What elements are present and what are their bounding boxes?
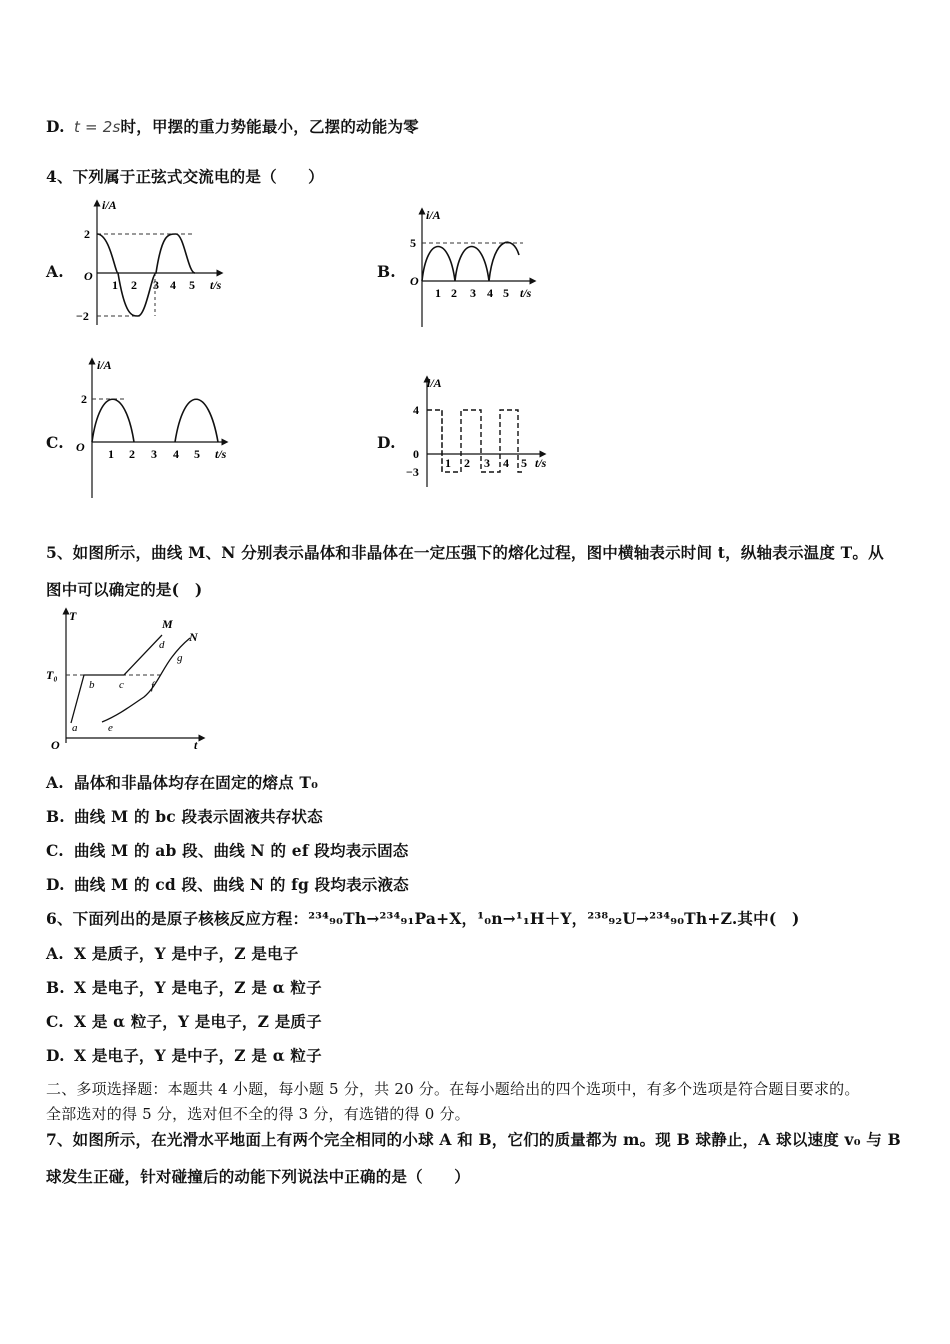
point-b: b <box>89 679 95 691</box>
section2-line2: 全部选对的得 5 分，选对但不全的得 3 分，有选错的得 0 分。 <box>46 1105 470 1123</box>
q7-stem-line2: 球发生正碰，针对碰撞后的动能下列说法中正确的是（ ） <box>46 1167 470 1186</box>
option-text: X 是质子，Y 是中子，Z 是电子 <box>74 944 299 963</box>
option-text: X 是 α 粒子，Y 是电子，Z 是质子 <box>74 1012 322 1031</box>
q6-option-b[interactable] <box>46 976 322 998</box>
option-text: X 是电子，Y 是中子，Z 是 α 粒子 <box>74 1046 322 1065</box>
graph-d <box>405 375 555 490</box>
x-tick-1: 1 <box>445 456 451 470</box>
option-text: 曲线 M 的 bc 段表示固液共存状态 <box>74 807 323 826</box>
sine-curve-a <box>97 234 195 316</box>
curve-m-label: M <box>162 617 173 631</box>
x-tick-1: 1 <box>435 286 441 300</box>
q5-graph <box>44 605 209 755</box>
q6-option-d[interactable] <box>46 1044 322 1066</box>
q5-option-d[interactable] <box>46 873 409 895</box>
option-label: B. <box>46 978 65 997</box>
q5-stem-line2: 图中可以确定的是( ) <box>46 580 203 599</box>
point-f: f <box>151 680 155 692</box>
q6-option-c[interactable] <box>46 1010 322 1032</box>
option-text: 曲线 M 的 ab 段、曲线 N 的 ef 段均表示固态 <box>74 841 409 860</box>
t0-label: T₀ <box>46 668 58 682</box>
x-tick-4: 4 <box>173 447 179 461</box>
x-label: t/s <box>215 447 227 461</box>
formula-t: t = 2s <box>74 118 121 136</box>
q4-stem: 4、下列属于正弦式交流电的是（ ） <box>46 167 324 186</box>
x-tick-1: 1 <box>108 447 114 461</box>
x-tick-5: 5 <box>189 278 195 292</box>
curve-m <box>71 635 162 723</box>
q7-stem-line1: 7、如图所示，在光滑水平地面上有两个完全相同的小球 A 和 B，它们的质量都为 m。现 B 球静止，A 球以速度 v₀ 与 B <box>46 1130 901 1149</box>
y-label: i/A <box>426 208 441 222</box>
q4-label-c[interactable]: C. <box>46 433 64 452</box>
option-label: D. <box>46 875 65 894</box>
origin: 0 <box>413 447 419 461</box>
x-tick-2: 2 <box>464 456 470 470</box>
origin: O <box>410 274 419 288</box>
y-label: i/A <box>102 198 117 212</box>
x-tick-2: 2 <box>131 278 137 292</box>
q4-label-b[interactable]: B. <box>377 262 396 281</box>
q3-option-d[interactable] <box>46 115 419 137</box>
graph-a <box>70 195 240 330</box>
x-tick-5: 5 <box>194 447 200 461</box>
option-label: D. <box>46 1046 65 1065</box>
y-tick-5: 5 <box>410 236 416 250</box>
point-g: g <box>177 652 183 664</box>
q6-eq1: ²³⁴₉₀Th→²³⁴₉₁Pa+X， <box>308 909 478 928</box>
q6-eq2: ¹₀n→¹₁H＋Y， <box>477 909 588 928</box>
option-text: 时，甲摆的重力势能最小，乙摆的动能为零 <box>120 117 419 136</box>
x-tick-4: 4 <box>487 286 493 300</box>
point-e: e <box>108 722 113 734</box>
x-tick-4: 4 <box>503 456 509 470</box>
origin: O <box>76 440 85 454</box>
x-tick-2: 2 <box>451 286 457 300</box>
q6-option-a[interactable] <box>46 942 299 964</box>
y-label: i/A <box>427 376 442 390</box>
section2-line1: 二、多项选择题：本题共 4 小题，每小题 5 分，共 20 分。在每小题给出的四个选项中，有多个选项是符合题目要求的。 <box>46 1080 860 1098</box>
x-label: t/s <box>535 456 547 470</box>
half-sine-1 <box>92 399 134 442</box>
q6-eq3: ²³⁸₉₂U→²³⁴₉₀Th+Z. <box>587 909 738 928</box>
q6-stem-prefix: 6、下面列出的是原子核核反应方程： <box>46 909 309 928</box>
option-text: X 是电子，Y 是电子，Z 是 α 粒子 <box>74 978 322 997</box>
option-text: 晶体和非晶体均存在固定的熔点 T₀ <box>74 773 319 792</box>
option-text: 曲线 M 的 cd 段、曲线 N 的 fg 段均表示液态 <box>74 875 409 894</box>
x-label: t <box>194 738 198 752</box>
y-tick-neg2: −2 <box>76 309 89 323</box>
x-tick-4: 4 <box>170 278 176 292</box>
origin: O <box>51 738 60 752</box>
point-c: c <box>119 679 124 691</box>
option-label: C. <box>46 1012 64 1031</box>
q5-option-b[interactable] <box>46 805 323 827</box>
q6-stem <box>46 907 800 929</box>
x-tick-3: 3 <box>470 286 476 300</box>
x-tick-1: 1 <box>112 278 118 292</box>
option-label: A. <box>46 773 64 792</box>
q6-stem-suffix: 其中( ) <box>737 909 800 928</box>
curve-n <box>102 638 190 722</box>
option-label: C. <box>46 841 64 860</box>
option-label: A. <box>46 944 64 963</box>
x-tick-5: 5 <box>503 286 509 300</box>
option-label: B. <box>46 807 65 826</box>
x-label: t/s <box>210 278 222 292</box>
option-label: D. <box>46 117 65 136</box>
q4-label-a[interactable]: A. <box>46 262 64 281</box>
x-tick-3: 3 <box>484 456 490 470</box>
point-a: a <box>72 722 78 734</box>
y-tick-4: 4 <box>413 403 419 417</box>
origin: O <box>84 269 93 283</box>
point-d: d <box>159 639 165 651</box>
x-tick-3: 3 <box>153 278 159 292</box>
x-label: t/s <box>520 286 532 300</box>
curve-n-label: N <box>189 630 198 644</box>
y-tick-neg3: −3 <box>406 465 419 479</box>
y-tick-2: 2 <box>84 227 90 241</box>
x-tick-3: 3 <box>151 447 157 461</box>
q5-option-c[interactable] <box>46 839 409 861</box>
half-sine-2 <box>175 399 218 442</box>
y-tick-2: 2 <box>81 392 87 406</box>
y-label: i/A <box>97 358 112 372</box>
q5-stem-line1: 5、如图所示，曲线 M、N 分别表示晶体和非晶体在一定压强下的熔化过程，图中横轴表示时间 t，纵轴表示温度 T。从 <box>46 543 884 562</box>
q5-option-a[interactable] <box>46 771 318 793</box>
y-label: T <box>69 609 77 623</box>
x-tick-5: 5 <box>521 456 527 470</box>
x-tick-2: 2 <box>129 447 135 461</box>
graph-b <box>405 205 545 330</box>
rectified-curve-b <box>422 242 519 281</box>
q4-label-d[interactable]: D. <box>377 433 396 452</box>
graph-c <box>70 355 240 500</box>
